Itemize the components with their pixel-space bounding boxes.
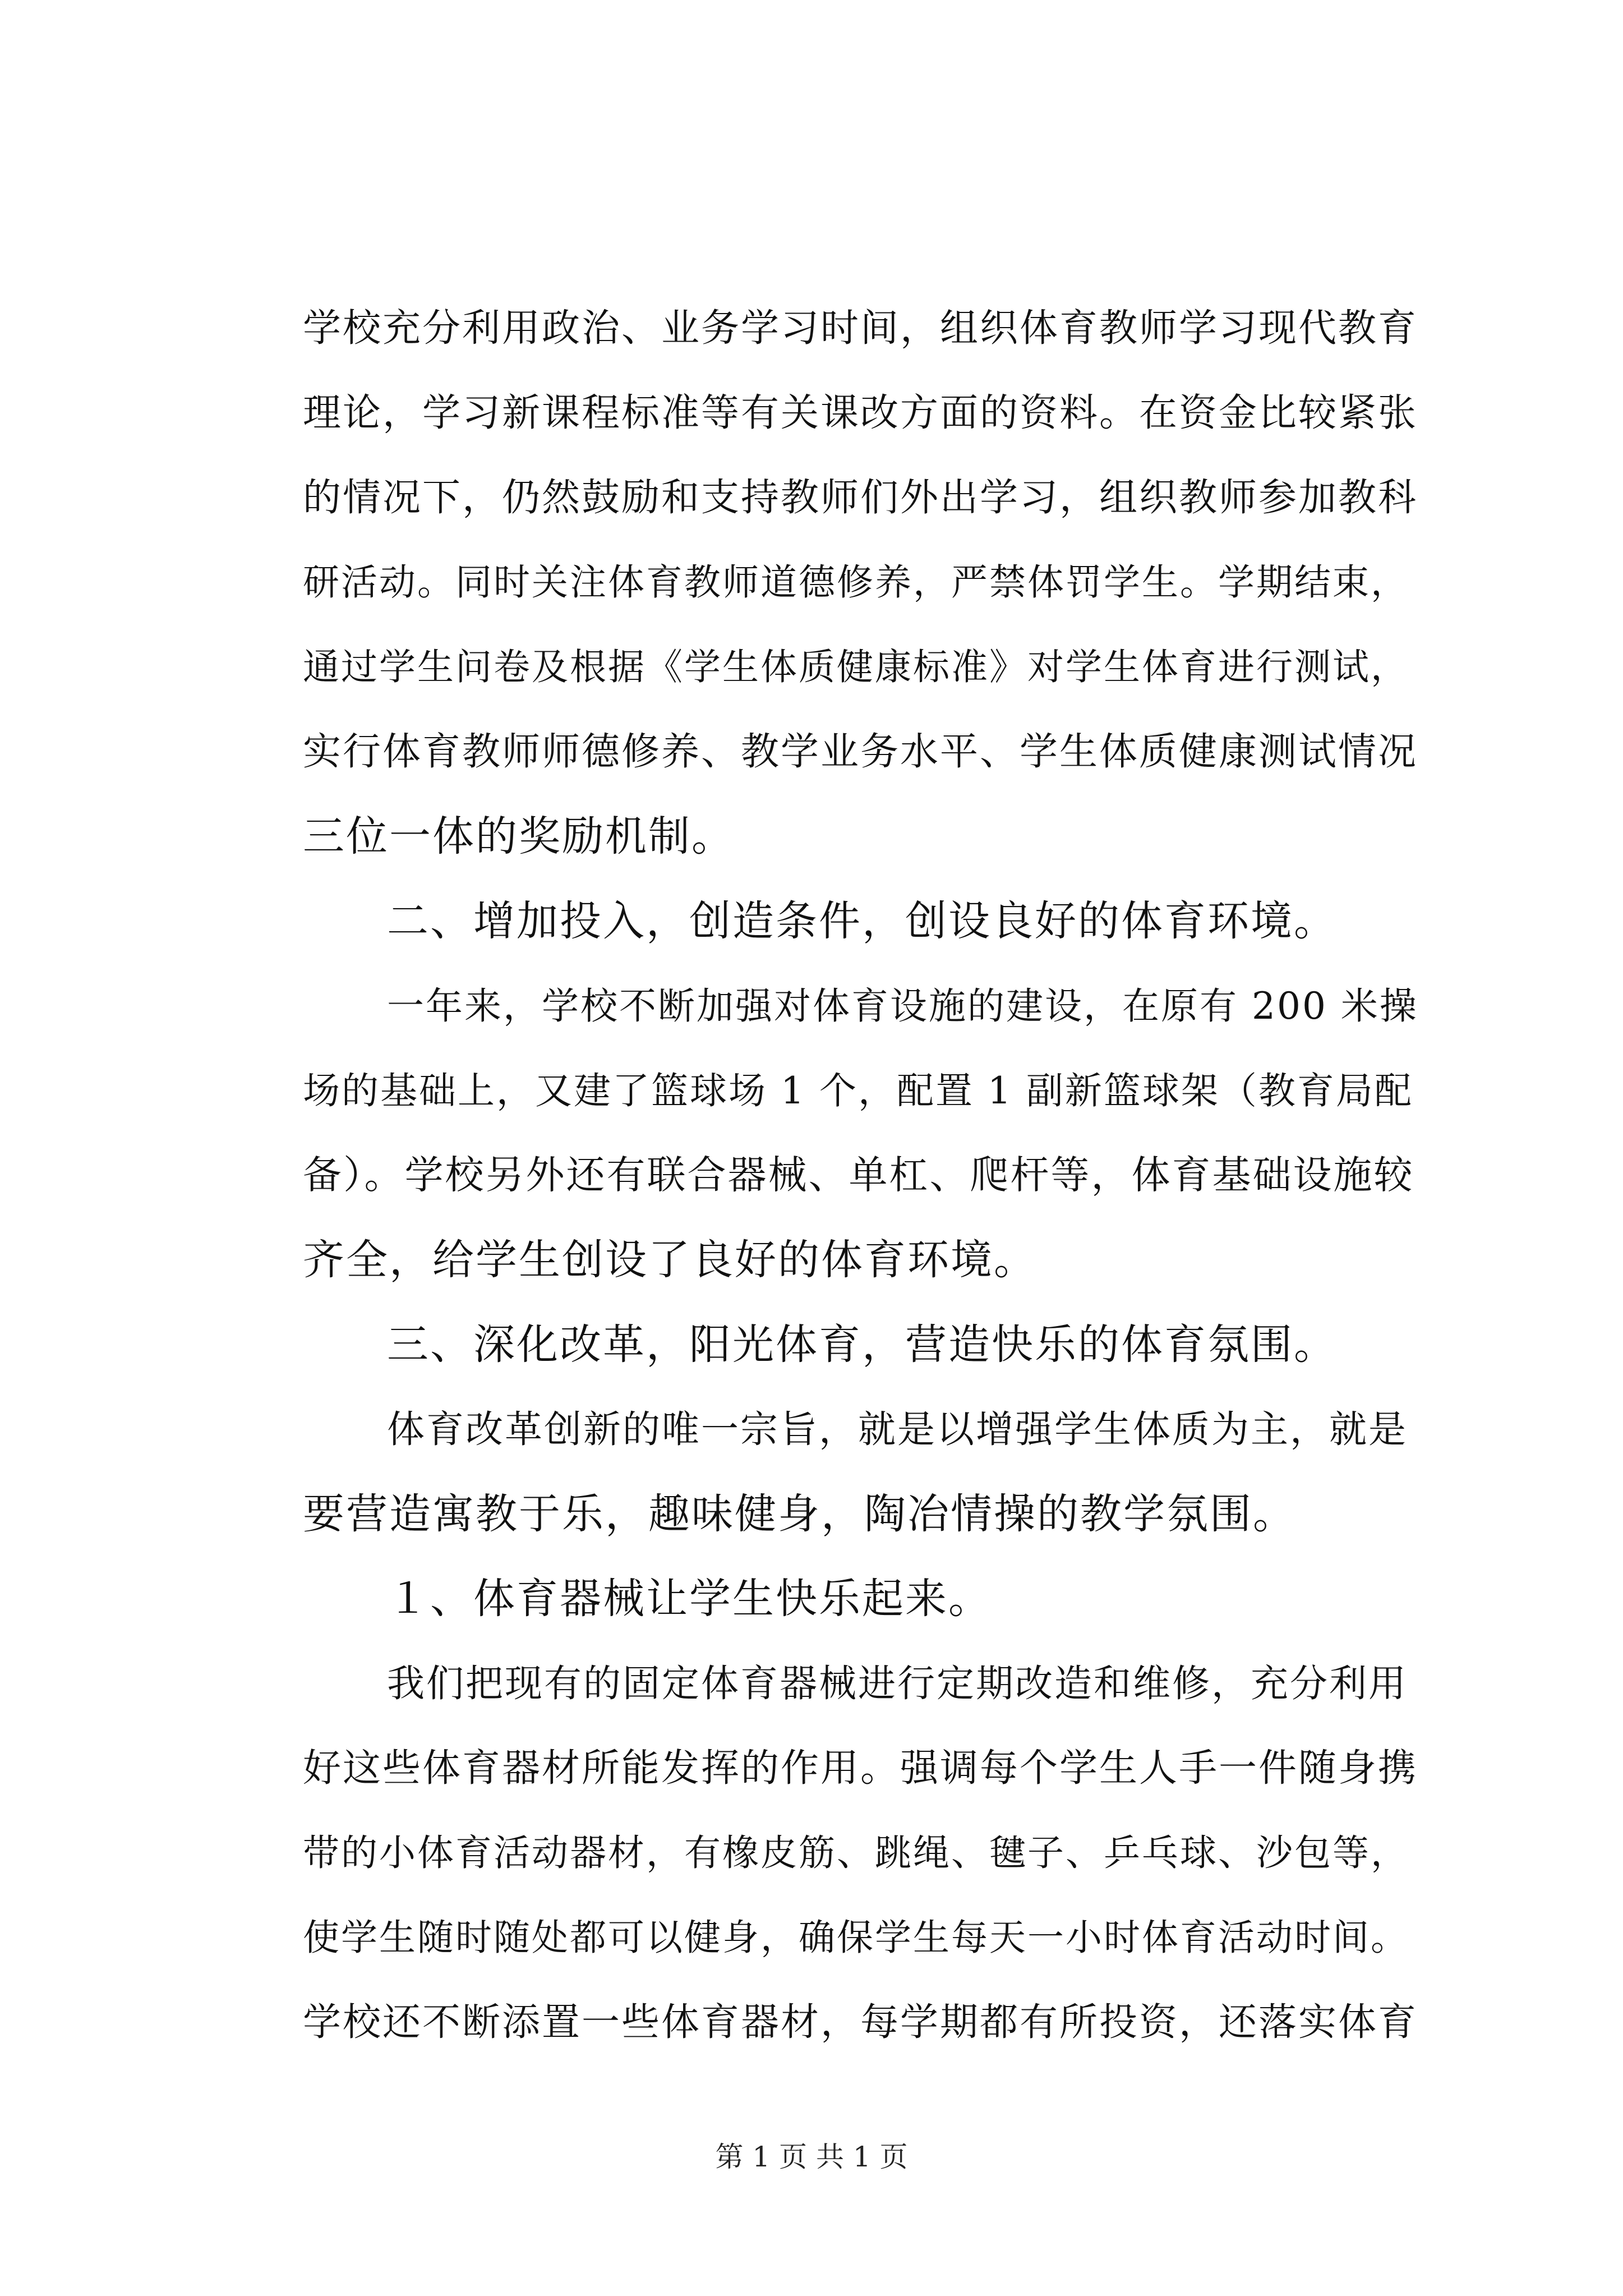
text-line: 的情况下，仍然鼓励和支持教师们外出学习，组织教师参加教科 <box>303 476 1418 520</box>
text-line: 体育改革创新的唯一宗旨，就是以增强学生体质为主，就是 <box>387 1407 1408 1451</box>
text-line: 备）。学校另外还有联合器械、单杠、爬杆等，体育基础设施较 <box>303 1153 1414 1198</box>
text-line: 学校充分利用政治、业务学习时间，组织体育教师学习现代教育 <box>303 306 1418 351</box>
page-number-label: 第 1 页 共 1 页 <box>715 2141 908 2173</box>
text-line: 场的基础上，又建了篮球场 1 个，配置 1 副新篮球架（教育局配 <box>303 1069 1413 1112</box>
text-line: 带的小体育活动器材，有橡皮筋、跳绳、毽子、乒乓球、沙包等， <box>303 1832 1409 1874</box>
text-line: 要营造寓教于乐，趣味健身，陶冶情操的教学氛围。 <box>303 1490 1296 1538</box>
text-line: 一年来，学校不断加强对体育设施的建设，在原有 200 米操 <box>387 984 1418 1028</box>
section-heading: 二、增加投入，创造条件，创设良好的体育环境。 <box>387 897 1337 945</box>
text-line: 通过学生问卷及根据《学生体质健康标准》对学生体育进行测试， <box>303 646 1409 688</box>
text-line: 研活动。同时关注体育教师道德修养，严禁体罚学生。学期结束， <box>303 562 1409 604</box>
text-line: 好这些体育器材所能发挥的作用。强调每个学生人手一件随身携 <box>303 1746 1418 1791</box>
subsection-heading: １、体育器械让学生快乐起来。 <box>387 1575 992 1623</box>
document-body <box>303 286 1422 2065</box>
text-line: 使学生随时随处都可以健身，确保学生每天一小时体育活动时间。 <box>303 1917 1409 1959</box>
text-line: 学校还不断添置一些体育器材，每学期都有所投资，还落实体育 <box>303 2000 1418 2045</box>
page-footer <box>0 2140 1623 2174</box>
text-line: 齐全，给学生创设了良好的体育环境。 <box>303 1236 1037 1284</box>
text-line: 实行体育教师师德修养、教学业务水平、学生体质健康测试情况 <box>303 730 1418 774</box>
section-heading: 三、深化改革，阳光体育，营造快乐的体育氛围。 <box>387 1320 1337 1369</box>
text-line: 三位一体的奖励机制。 <box>303 812 735 861</box>
text-line: 我们把现有的固定体育器械进行定期改造和维修，充分利用 <box>387 1662 1408 1705</box>
text-line: 理论，学习新课程标准等有关课改方面的资料。在资金比较紧张 <box>303 391 1418 435</box>
